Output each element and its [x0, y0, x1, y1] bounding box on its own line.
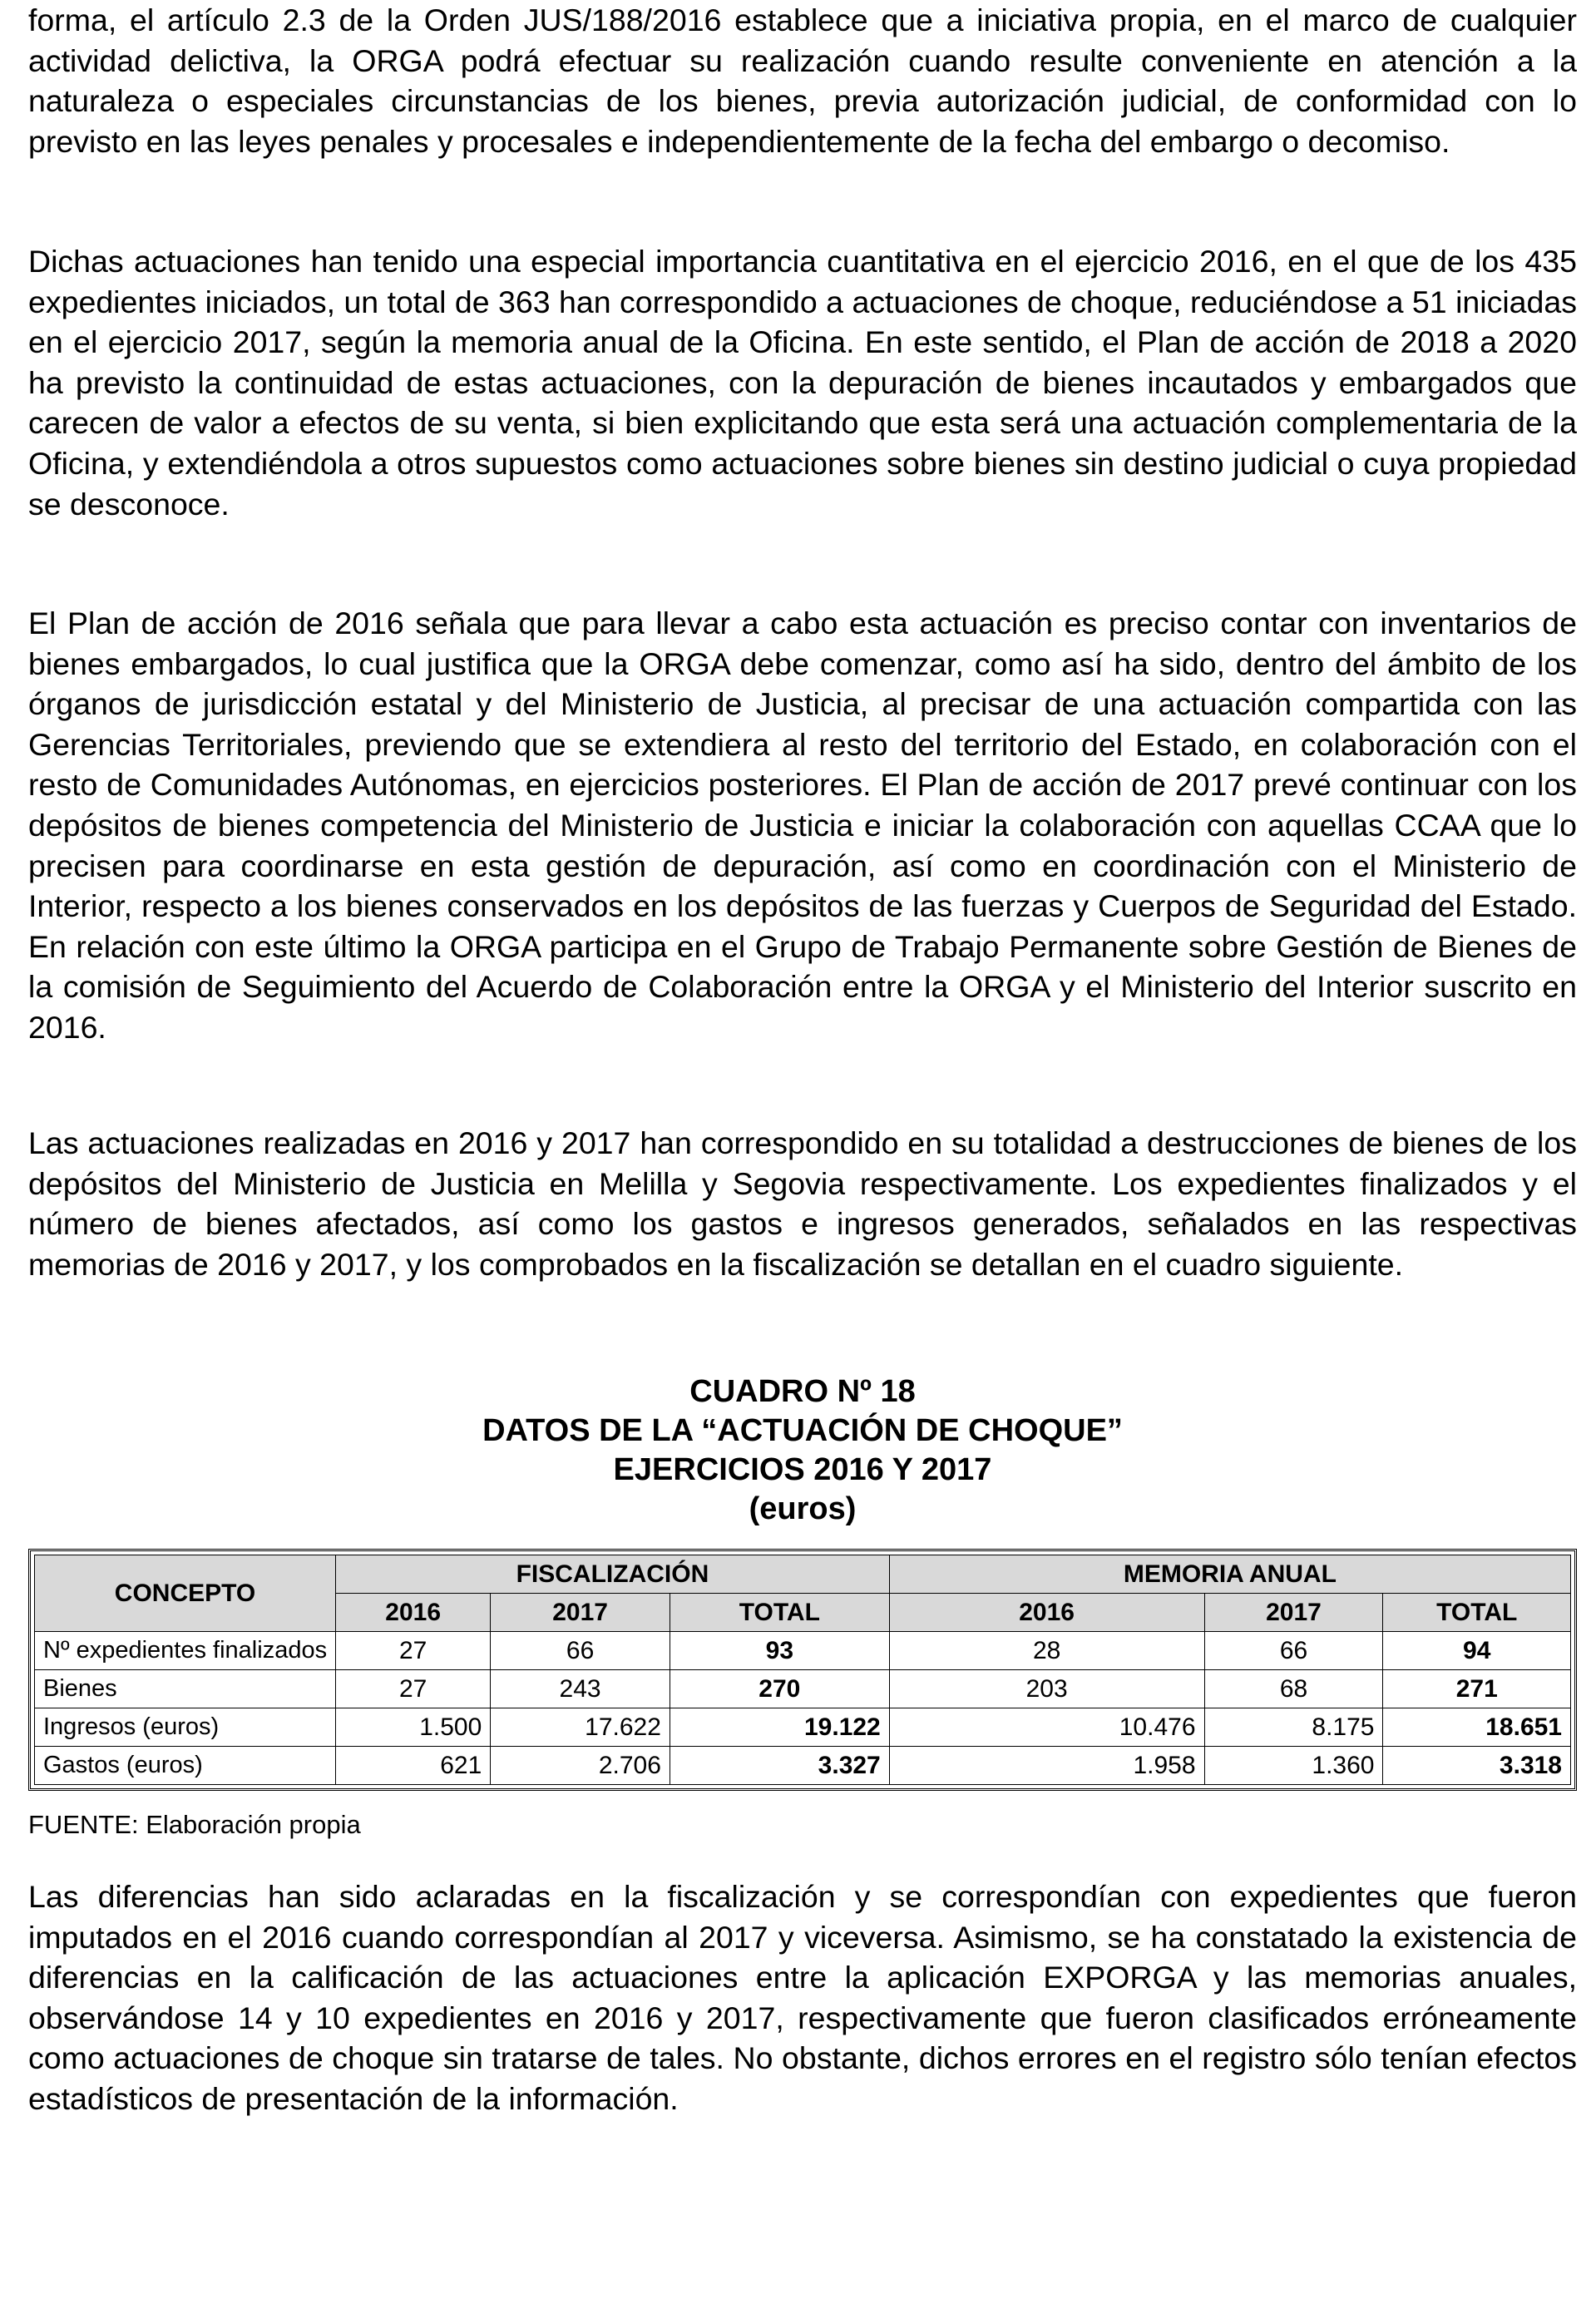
cell-m-total: 3.318 — [1383, 1747, 1571, 1785]
paragraph-destrucciones: Las actuaciones realizadas en 2016 y 2017 han correspondido en su totalidad a destrucciones de bienes de los depósitos del Ministerio de Justicia en Melilla y Segovia respectivamente. Los expedientes finalizados y el número de bienes afectados, así como los gastos e ingresos generados, señalados en las respectivas memorias de 2016 y 2017, y los comprobados en la fiscalización se detallan en el cuadro siguiente. — [28, 1125, 1577, 1282]
cell-f-2016: 27 — [336, 1632, 491, 1670]
paragraph-plan-accion: El Plan de acción de 2016 señala que para llevar a cabo esta actuación es preciso contar con inventarios de bienes embargados, lo cual justifica que la ORGA debe comenzar, como así ha sido, dentro del ámbito de los órganos de jurisdicción estatal y del Ministerio de Justicia, al precisar de una actuación compartida con las Gerencias Territoriales, previendo que se extendiera al resto del territorio del Estado, en colaboración con el resto de Comunidades Autónomas, en ejercicios posteriores. El Plan de acción de 2017 prevé continuar con los depósitos de bienes competencia del Ministerio de Justicia e iniciar la colaboración con aquellas CCAA que lo precisen para coordinarse en esta gestión de depuración, así como en coordinación con el Ministerio de Interior, respecto a los bienes conservados en los depósitos de las fuerzas y Cuerpos de Seguridad del Estado. En relación con este último la ORGA participa en el Grupo de Trabajo Permanente sobre Gestión de Bienes de la comisión de Seguimiento del Acuerdo de Colaboración entre la ORGA y el Ministerio del Interior suscrito en 2016. — [28, 606, 1577, 1045]
table-row — [35, 1670, 1571, 1708]
table-row — [35, 1747, 1571, 1785]
header-m-2016: 2016 — [889, 1594, 1204, 1632]
header-f-2017: 2017 — [491, 1594, 670, 1632]
table-row — [35, 1708, 1571, 1747]
header-concepto: CONCEPTO — [35, 1555, 336, 1632]
data-table — [34, 1555, 1571, 1785]
cell-f-total: 270 — [670, 1670, 889, 1708]
cell-f-total: 19.122 — [670, 1708, 889, 1747]
paragraph-diferencias: Las diferencias han sido aclaradas en la fiscalización y se correspondían con expedientes que fueron imputados en el 2016 cuando correspondían al 2017 y viceversa. Asimismo, se ha constatado la existencia de diferencias en la calificación de las actuaciones entre la aplicación EXPORGA y las memorias anuales, observándose 14 y 10 expedientes en 2016 y 2017, respectivamente que fueron clasificados erróneamente como actuaciones de choque sin tratarse de tales. No obstante, dichos errores en el registro sólo tenían efectos estadísticos de presentación de la información. — [28, 1879, 1577, 2116]
table-caption — [28, 1372, 1577, 1529]
cell-m-2016: 28 — [889, 1632, 1204, 1670]
header-m-total: TOTAL — [1383, 1594, 1571, 1632]
cell-f-2016: 27 — [336, 1670, 491, 1708]
cell-m-2016: 1.958 — [889, 1747, 1204, 1785]
header-m-2017: 2017 — [1204, 1594, 1383, 1632]
cell-f-2016: 621 — [336, 1747, 491, 1785]
cell-f-2017: 17.622 — [491, 1708, 670, 1747]
cell-m-total: 18.651 — [1383, 1708, 1571, 1747]
cell-f-total: 93 — [670, 1632, 889, 1670]
cell-m-2016: 10.476 — [889, 1708, 1204, 1747]
cell-m-2016: 203 — [889, 1670, 1204, 1708]
caption-title: DATOS DE LA “ACTUACIÓN DE CHOQUE” — [482, 1413, 1123, 1448]
caption-number: CUADRO Nº 18 — [689, 1374, 916, 1409]
cell-f-2016: 1.500 — [336, 1708, 491, 1747]
cell-f-2017: 2.706 — [491, 1747, 670, 1785]
row-label: Gastos (euros) — [35, 1747, 336, 1785]
header-f-total: TOTAL — [670, 1594, 889, 1632]
paragraph-actuaciones: Dichas actuaciones han tenido una especial importancia cuantitativa en el ejercicio 2016, en el que de los 435 expedientes iniciados, un total de 363 han correspondido a actuaciones de choque, reduciéndose a 51 iniciadas en el ejercicio 2017, según la memoria anual de la Oficina. En este sentido, el Plan de acción de 2018 a 2020 ha previsto la continuidad de estas actuaciones, con la depuración de bienes incautados y embargados que carecen de valor a efectos de su venta, si bien explicitando que esta será una actuación complementaria de la Oficina, y extendiéndola a otros supuestos como actuaciones sobre bienes sin destino judicial o cuya propiedad se desconoce. — [28, 244, 1577, 522]
cell-f-total: 3.327 — [670, 1747, 889, 1785]
cell-m-2017: 8.175 — [1204, 1708, 1383, 1747]
row-label: Bienes — [35, 1670, 336, 1708]
cell-m-2017: 1.360 — [1204, 1747, 1383, 1785]
cell-m-2017: 68 — [1204, 1670, 1383, 1708]
caption-units: (euros) — [749, 1491, 857, 1526]
header-fiscalizacion: FISCALIZACIÓN — [336, 1555, 890, 1594]
data-table-frame — [28, 1549, 1577, 1791]
row-label: Nº expedientes finalizados — [35, 1632, 336, 1670]
cell-m-total: 271 — [1383, 1670, 1571, 1708]
table-row — [35, 1632, 1571, 1670]
header-f-2016: 2016 — [336, 1594, 491, 1632]
cell-f-2017: 66 — [491, 1632, 670, 1670]
caption-years: EJERCICIOS 2016 Y 2017 — [613, 1452, 992, 1487]
paragraph-articulo: forma, el artículo 2.3 de la Orden JUS/188/2016 establece que a iniciativa propia, en el marco de cualquier actividad delictiva, la ORGA podrá efectuar su realización cuando resulte conveniente en atención a la naturaleza o especiales circunstancias de los bienes, previa autorización judicial, de conformidad con lo previsto en las leyes penales y procesales e independientemente de la fecha del embargo o decomiso. — [28, 2, 1577, 159]
table-source-note: FUENTE: Elaboración propia — [28, 1810, 361, 1839]
header-memoria-anual: MEMORIA ANUAL — [889, 1555, 1570, 1594]
row-label: Ingresos (euros) — [35, 1708, 336, 1747]
cell-m-2017: 66 — [1204, 1632, 1383, 1670]
cell-m-total: 94 — [1383, 1632, 1571, 1670]
cell-f-2017: 243 — [491, 1670, 670, 1708]
